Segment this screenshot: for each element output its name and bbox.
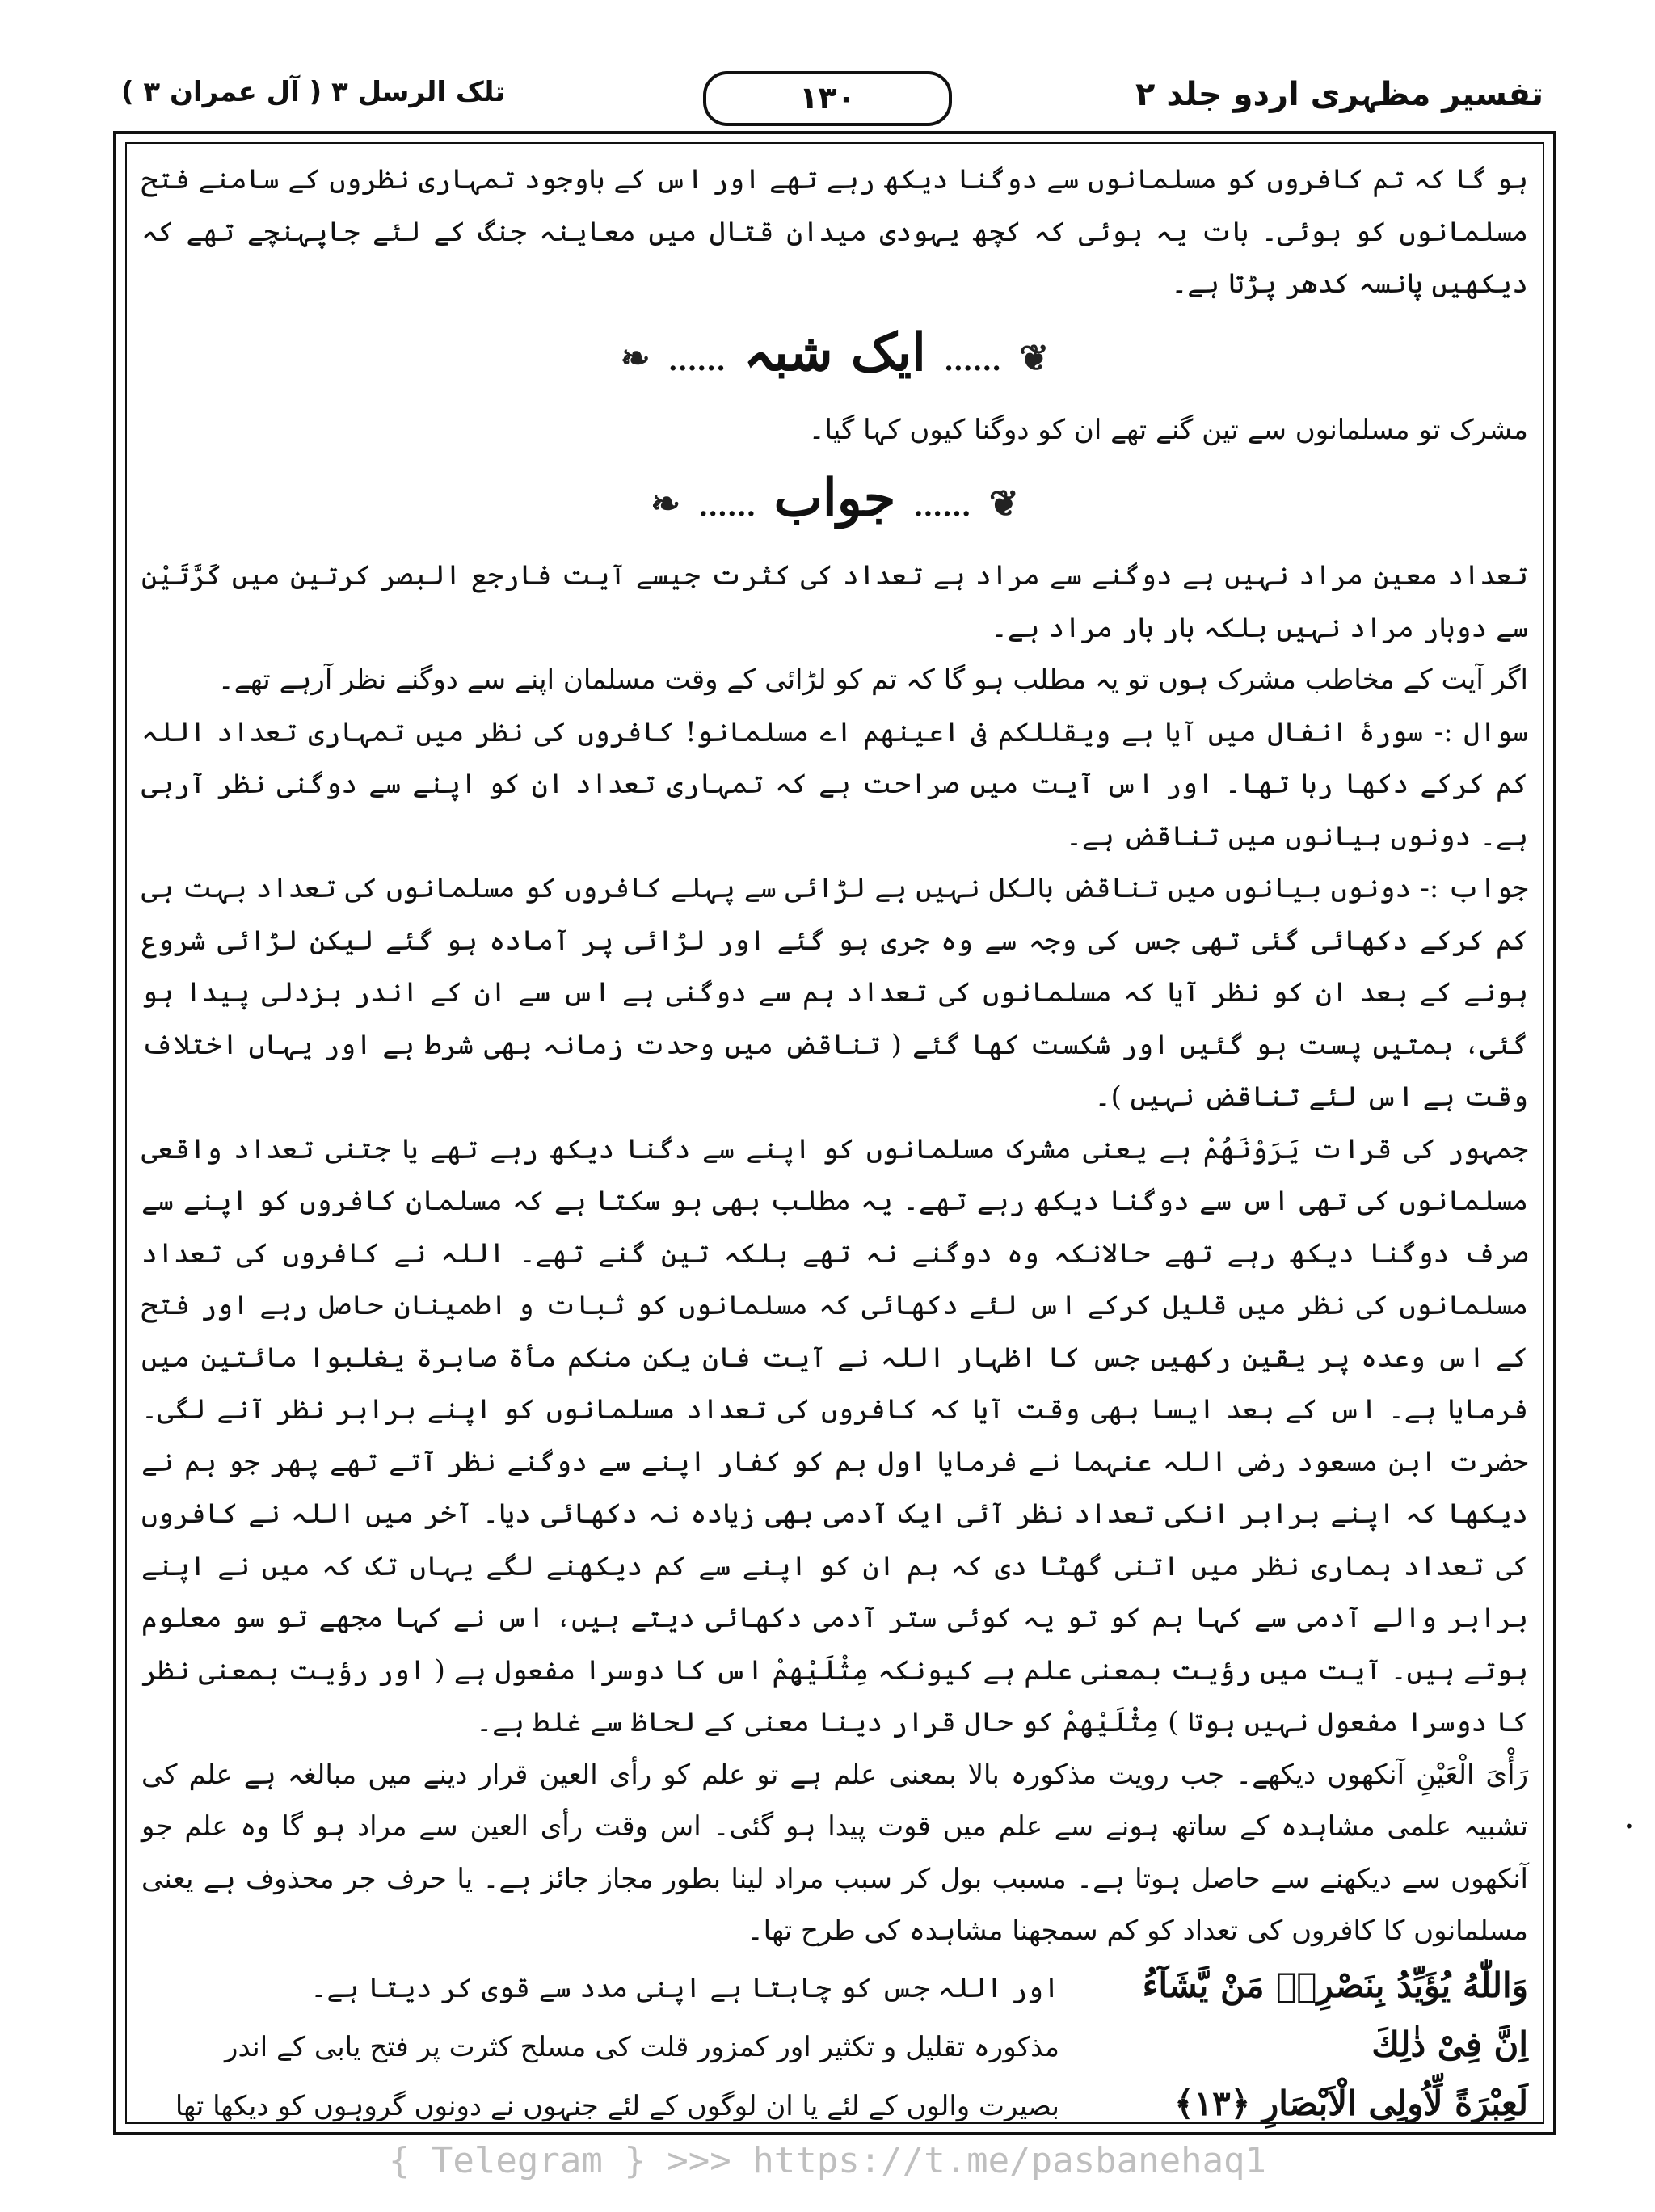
body-paragraph: رَأْیَ الْعَیْنِ آنکھوں دیکھے۔ جب رویت مذکورہ بالا بمعنی علم ہے تو علم کو رأی العین قرار دینے میں مبالغہ ہے علم کی تشبیہ علمی مشاہدہ کے ساتھ ہونے سے علم میں قوت پیدا ہو گئی۔ اس وقت رأی العین سے مراد ہو گا وہ علم جو آنکھوں سے دیکھنے سے حاصل ہوتا ہے۔ مسبب بول کر سبب مراد لینا بطور مجاز جائز ہے۔ یا حرف جر محذوف ہے یعنی مسلمانوں کا کافروں کی تعداد کو کم سمجھنا مشاہدہ کی طرح تھا۔ [141,1758,1528,1947]
intro-paragraph: ہو گا کہ تم کافروں کو مسلمانوں سے دوگنا دیکھ رہے تھے اور اس کے باوجود تمہاری نظروں کے سامنے فتح مسلمانوں کو ہوئی۔ بات یہ ہوئی کہ کچھ یہودی میدان قتال میں معاینہ جنگ کے لئے جاپہنچے تھے کہ دیکھیں پانسہ کدھر پڑتا ہے۔ [141,163,1528,300]
book-title: تفسیر مظہری اردو جلد ۲ [1135,76,1543,113]
verse-translation: مذکورہ تقلیل و تکثیر اور کمزور قلت کی مسلح کثرت پر فتح یابی کے اندر [224,2030,1059,2063]
heading-dots: ...... [698,491,756,523]
heading-label: جواب [773,468,896,529]
body-paragraph: جمہور کی قرات یَرَوْنَھُمْ ہے یعنی مشرک مسلمانوں کو اپنے سے دگنا دیکھ رہے تھے یا جتنی تعداد واقعی مسلمانوں کی تھی اس سے دوگنا دیکھ رہے تھے۔ یہ مطلب بھی ہو سکتا ہے کہ مسلمان کافروں کو اپنے سے صرف دوگنا دیکھ رہے تھے حالانکہ وہ دوگنے نہ تھے بلکہ تین گنے تھے۔ اللہ نے کافروں کی تعداد مسلمانوں کی نظر میں قلیل کرکے اس لئے دکھائی کہ مسلمانوں کو ثبات و اطمینان حاصل رہے اور فتح کے اس وعدہ پر یقین رکھیں جس کا اظہار اللہ نے آیت فان یکن منکم مأۃ صابرۃ یغلبوا مائتین میں فرمایا ہے۔ اس کے بعد ایسا بھی وقت آیا کہ کافروں کی تعداد مسلمانوں کو اپنے برابر نظر آنے لگی۔ حضرت ابن مسعود رضی اللہ عنہما نے فرمایا اول ہم کو کفار اپنے سے دوگنے نظر آتے تھے پھر جو ہم نے دیکھا کہ اپنے برابر انکی تعداد نظر آئی ایک آدمی بھی زیادہ نہ دکھائی دیا۔ آخر میں اللہ نے کافروں کی تعداد ہماری نظر میں اتنی گھٹا دی کہ ہم ان کو اپنے سے کم دیکھنے لگے یہاں تک کہ میں نے اپنے برابر والے آدمی سے کہا ہم کو تو یہ کوئی ستر آدمی دکھائی دیتے ہیں، اس نے کہا مجھے تو سو معلوم ہوتے ہیں۔ آیت میں رؤیت بمعنی علم ہے کیونکہ مِثْلَیْھِمْ اس کا دوسرا مفعول ہے ( اور رؤیت بمعنی نظر کا دوسرا مفعول نہیں ہوتا ) مِثْلَیْھِمْ کو حال قرار دینا معنی کے لحاظ سے غلط ہے۔ [141,1132,1528,1738]
floral-ornament-icon: ❦ [1019,337,1050,379]
telegram-link-footer[interactable]: { Telegram } >>> https://t.me/pasbanehaq1 [388,2140,1267,2181]
verse-arabic: لَعِبْرَةً لِّاُولِی الْاَبْصَارِ ﴿۱۳﴾ [1174,2083,1528,2123]
margin-dot: • [1624,1817,1634,1836]
heading-dots: ...... [667,344,726,377]
section-heading-shubha [141,317,1528,398]
floral-ornament-icon: ❧ [651,483,681,525]
verse-row [141,1957,1528,2016]
heading-dots: ...... [913,491,971,523]
verse-row [141,2075,1528,2134]
floral-ornament-icon: ❧ [620,337,651,379]
floral-ornament-icon: ❦ [988,483,1019,525]
page-number: ۱۳۰ [703,71,952,126]
page-header [121,71,1543,128]
heading-label: ایک شبہ [743,322,926,383]
verse-row [141,2016,1528,2075]
body-paragraph: اگر آیت کے مخاطب مشرک ہوں تو یہ مطلب ہو گا کہ تم کو لڑائی کے وقت مسلمان اپنے سے دوگنے نظر آرہے تھے۔ [217,664,1528,696]
verse-translation: بصیرت والوں کے لئے یا ان لوگوں کے لئے جنہوں نے دونوں گروہوں کو دیکھا تھا [175,2089,1059,2122]
body-paragraph: تعداد معین مراد نہیں ہے دوگنے سے مراد ہے تعداد کی کثرت جیسے آیت فارجع البصر کرتین میں کَرَّتَیْنِ سے دوبار مراد نہیں بلکہ بار بار مراد ہے۔ [141,559,1528,644]
body-paragraph: جواب :- دونوں بیانوں میں تناقض بالکل نہیں ہے لڑائی سے پہلے کافروں کو مسلمانوں کی تعداد بہت ہی کم کرکے دکھائی گئی تھی جس کی وجہ سے وہ جری ہو گئے اور لڑائی پر آمادہ ہو گئے لیکن لڑائی شروع ہونے کے بعد ان کو نظر آیا کہ مسلمانوں کی تعداد ہم سے دوگنی ہے اس سے ان کے اندر بزدلی پیدا ہو گئی، ہمتیں پست ہو گئیں اور شکست کھا گئے ( تناقض میں وحدت زمانہ بھی شرط ہے اور یہاں اختلاف وقت ہے اس لئے تناقض نہیں )۔ [141,872,1528,1113]
verse-arabic: وَاللّٰهُ یُؤَیِّدُ بِنَصْرِهٖ مَنْ یَّشَآءُ [1142,1965,1528,2005]
body-paragraph: سوال :- سورۂ انفال میں آیا ہے ویقللکم فی اعینھم اے مسلمانو! کافروں کی نظر میں تمہاری تعداد اللہ کم کرکے دکھا رہا تھا۔ اور اس آیت میں صراحت ہے کہ تمہاری تعداد ان کو اپنے سے دوگنی نظر آرہی ہے۔ دونوں بیانوں میں تناقض ہے۔ [141,715,1528,853]
verse-arabic: اِنَّ فِیْ ذٰلِكَ [1371,2024,1528,2064]
section-heading-jawab [141,462,1528,543]
shubha-text: مشرک تو مسلمانوں سے تین گنے تھے ان کو دوگنا کیوں کہا گیا۔ [808,413,1528,446]
surah-title: تلک الرسل ۳ ( آل عمران ۳ ) [121,76,506,108]
heading-dots: ...... [944,344,1002,377]
page-content [141,154,1528,2134]
verse-translation: اور اللہ جس کو چاہتا ہے اپنی مدد سے قوی کر دیتا ہے۔ [310,1971,1059,2004]
